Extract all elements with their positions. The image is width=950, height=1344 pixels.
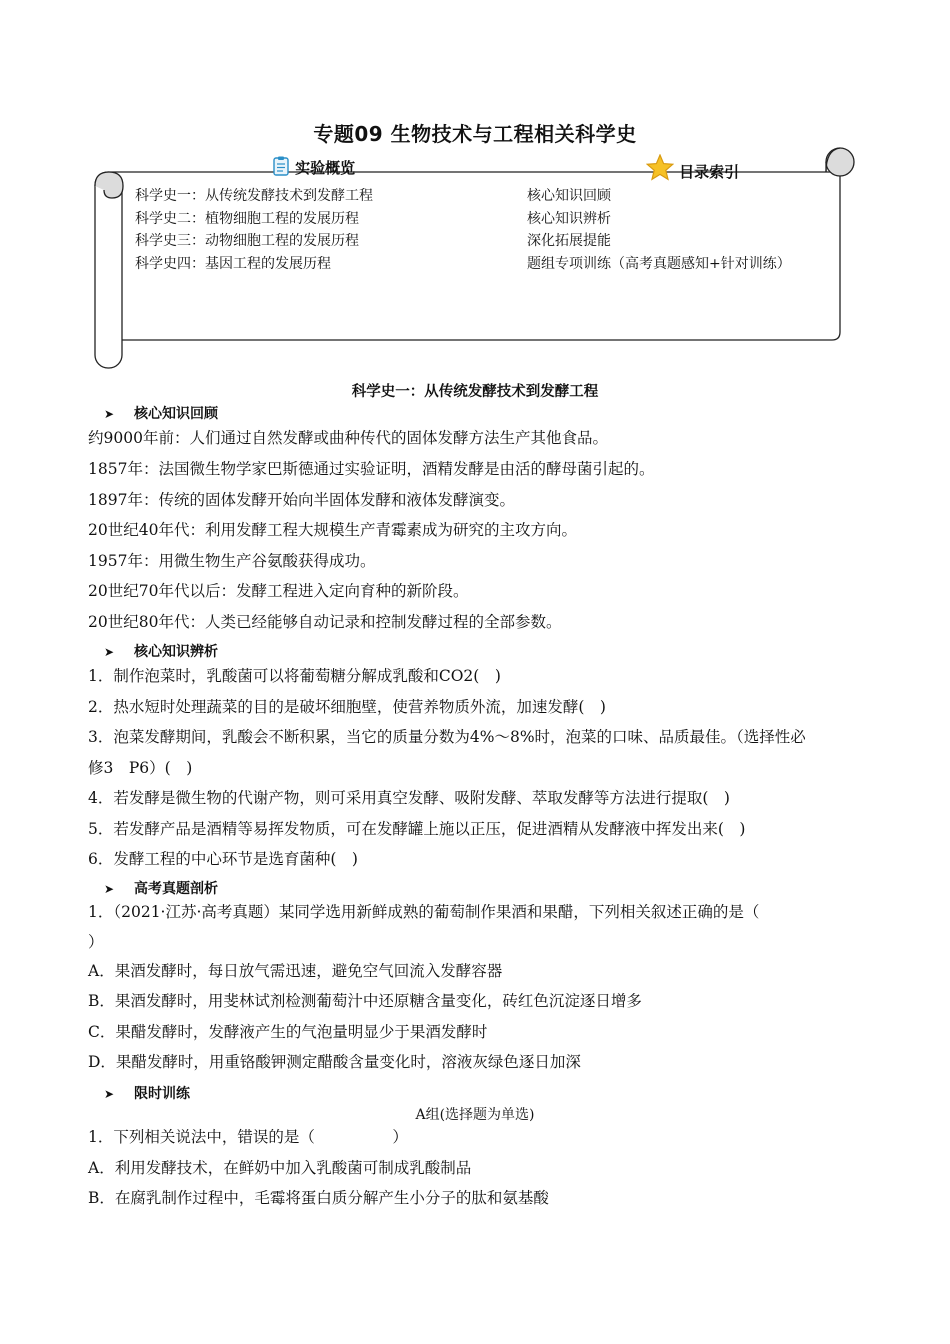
train-question: 1．下列相关说法中，错误的是（ ） (88, 1128, 408, 1146)
exam-option: C．果醋发酵时，发酵液产生的气泡量明显少于果酒发酵时 (88, 1023, 488, 1041)
index-header (646, 154, 739, 182)
exam-option: B．果酒发酵时，用斐林试剂检测葡萄汁中还原糖含量变化，砖红色沉淀逐日增多 (88, 992, 642, 1010)
review-line: 约9000年前：人们通过自然发酵或曲种传代的固体发酵方法生产其他食品。 (88, 429, 608, 447)
overview-label: 实验概览 (295, 159, 356, 177)
arrowhead-icon: ➤ (104, 407, 115, 421)
analysis-item: 3．泡菜发酵期间，乳酸会不断积累，当它的质量分数为4%～8%时，泡菜的口味、品质最佳。（选择性必 (88, 728, 806, 746)
clipboard-icon (272, 156, 290, 176)
review-line: 20世纪70年代以后：发酵工程进入定向育种的新阶段。 (88, 582, 469, 600)
analysis-item: 5．若发酵产品是酒精等易挥发物质，可在发酵罐上施以正压，促进酒精从发酵液中挥发出来( ) (88, 820, 746, 838)
star-icon (646, 154, 674, 181)
index-item[interactable]: 题组专项训练（高考真题感知+针对训练） (527, 255, 791, 272)
overview-header (272, 156, 355, 178)
exam-heading (104, 878, 218, 898)
analysis-item: 6．发酵工程的中心环节是选育菌种( ) (88, 850, 358, 868)
overview-list (135, 185, 373, 275)
overview-item[interactable]: 科学史二：植物细胞工程的发展历程 (135, 210, 359, 227)
arrowhead-icon: ➤ (104, 645, 115, 659)
review-line: 1957年：用微生物生产谷氨酸获得成功。 (88, 552, 376, 570)
analysis-item: 1．制作泡菜时，乳酸菌可以将葡萄糖分解成乳酸和CO2( ) (88, 667, 501, 685)
section-title: 科学史一：从传统发酵技术到发酵工程 (351, 384, 599, 400)
overview-item[interactable]: 科学史三：动物细胞工程的发展历程 (135, 233, 359, 249)
page-title: 专题09 生物技术与工程相关科学史 (313, 122, 637, 146)
exam-heading-label: 高考真题剖析 (134, 881, 218, 897)
index-list (527, 185, 791, 275)
group-label: A组(选择题为单选) (415, 1107, 535, 1123)
index-label: 目录索引 (679, 163, 740, 181)
arrowhead-icon: ➤ (104, 882, 115, 896)
arrowhead-icon: ➤ (104, 1087, 115, 1101)
exam-option: A．果酒发酵时，每日放气需迅速，避免空气回流入发酵容器 (88, 962, 503, 980)
overview-item[interactable]: 科学史一：从传统发酵技术到发酵工程 (135, 188, 373, 204)
review-line: 20世纪40年代：利用发酵工程大规模生产青霉素成为研究的主攻方向。 (88, 521, 577, 539)
analysis-heading-label: 核心知识辨析 (134, 644, 218, 660)
train-heading (104, 1083, 190, 1103)
overview-item[interactable]: 科学史四：基因工程的发展历程 (135, 255, 331, 272)
index-item[interactable]: 核心知识回顾 (527, 188, 611, 204)
exam-question-cont: ） (88, 933, 104, 951)
analysis-item: 2．热水短时处理蔬菜的目的是破坏细胞壁，使营养物质外流，加速发酵( ) (88, 698, 606, 716)
analysis-item: 修3 P6）( ) (88, 759, 193, 777)
train-heading-label: 限时训练 (134, 1086, 190, 1102)
review-heading (104, 403, 218, 423)
train-option: B．在腐乳制作过程中，毛霉将蛋白质分解产生小分子的肽和氨基酸 (88, 1189, 549, 1207)
exam-option: D．果醋发酵时，用重铬酸钾测定醋酸含量变化时，溶液灰绿色逐日加深 (88, 1053, 581, 1071)
review-heading-label: 核心知识回顾 (134, 406, 218, 422)
train-option: A．利用发酵技术，在鲜奶中加入乳酸菌可制成乳酸制品 (88, 1159, 472, 1177)
review-line: 1897年：传统的固体发酵开始向半固体发酵和液体发酵演变。 (88, 491, 515, 509)
review-line: 20世纪80年代：人类已经能够自动记录和控制发酵过程的全部参数。 (88, 613, 562, 631)
analysis-item: 4．若发酵是微生物的代谢产物，则可采用真空发酵、吸附发酵、萃取发酵等方法进行提取( ) (88, 789, 730, 807)
analysis-heading (104, 641, 218, 661)
index-item[interactable]: 深化拓展提能 (527, 233, 611, 249)
exam-question: 1．（2021·江苏·高考真题）某同学选用新鲜成熟的葡萄制作果酒和果醋，下列相关叙述正确的是（ (88, 903, 760, 921)
review-line: 1857年：法国微生物学家巴斯德通过实验证明，酒精发酵是由活的酵母菌引起的。 (88, 460, 655, 478)
index-item[interactable]: 核心知识辨析 (527, 210, 611, 227)
